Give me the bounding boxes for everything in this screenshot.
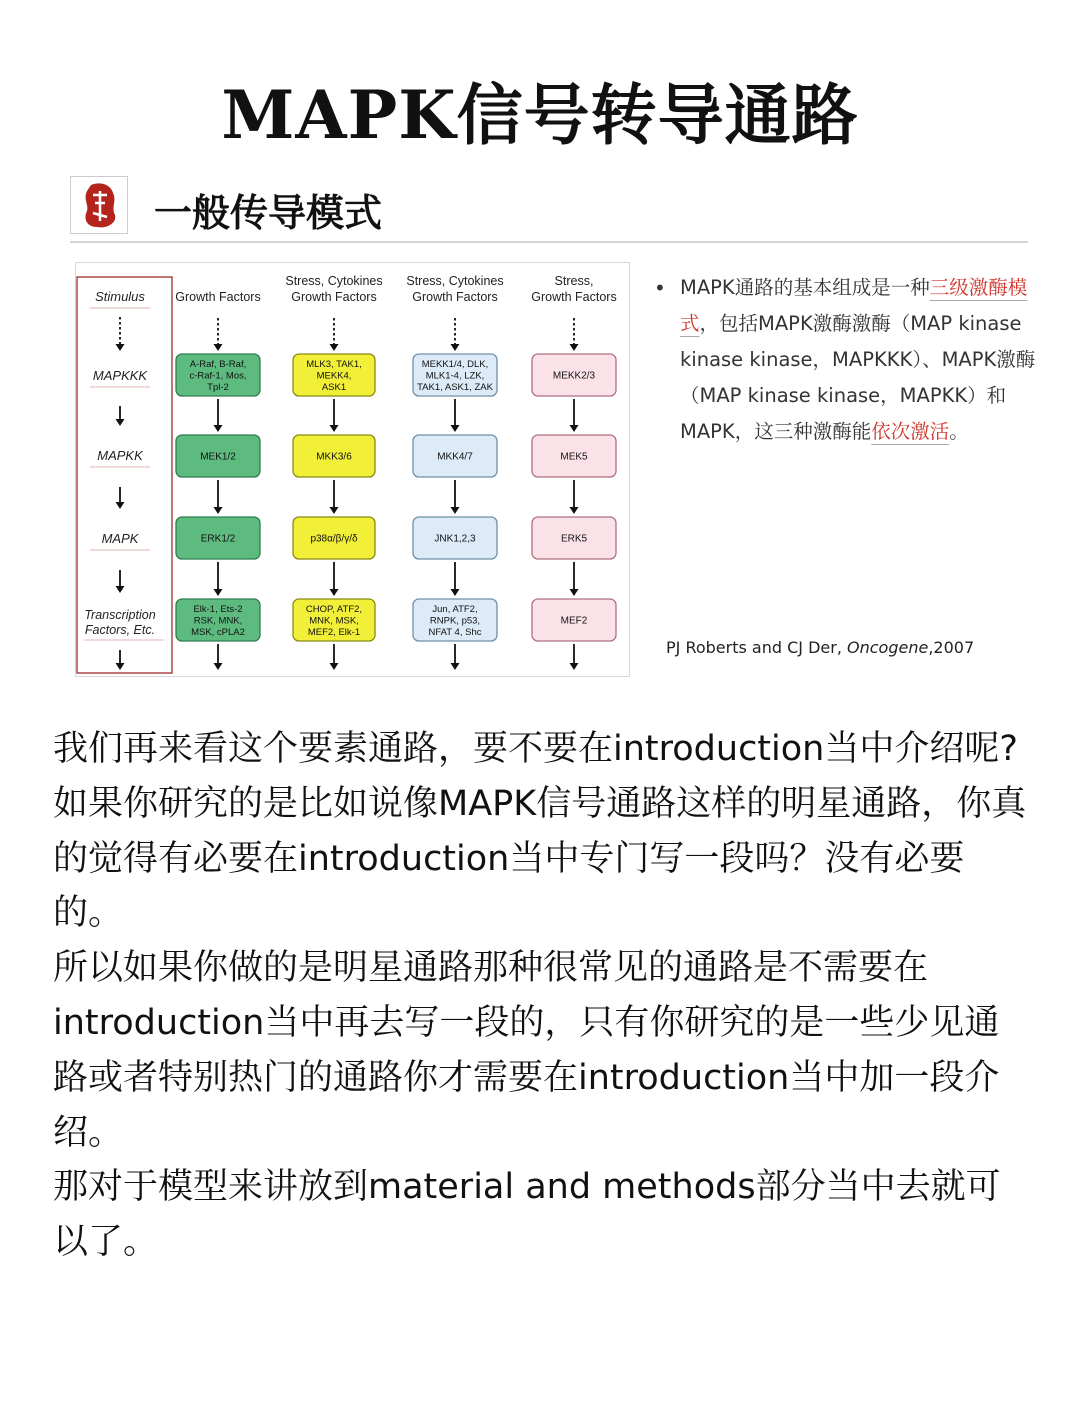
arrow-mapk-tf	[116, 570, 125, 593]
col4-arrow-out	[570, 644, 579, 670]
col2-box-4-label: MEF2, Elk-1	[307, 627, 361, 638]
paragraph-2: 如果你研究的是比如说像MAPK信号通路这样的明星通路，你真的觉得有必要在introduction当中专门写一段吗？没有必要的。	[53, 783, 1027, 934]
col2-box-4-label: MNK, MSK,	[309, 615, 359, 627]
bullet-text	[654, 270, 1049, 450]
col3-arrow-out	[451, 644, 460, 670]
body-text	[53, 722, 1028, 1270]
col3-arrow-stimulus-head	[451, 344, 460, 351]
bullet-highlight-2: 依次激活	[871, 420, 950, 443]
col4-arrow-stimulus	[570, 318, 579, 351]
col1-arrow-3-head	[214, 589, 223, 596]
col3-box-3-label: JNK1,2,3	[434, 533, 476, 545]
col1-arrow-stimulus-head	[214, 344, 223, 351]
col1-arrow-stimulus	[214, 318, 223, 351]
col3-box-1-label: TAK1, ASK1, ZAK	[417, 382, 493, 393]
col2-arrow-1-head	[330, 425, 339, 432]
row-label-stimulus: Stimulus	[95, 289, 145, 304]
col2-arrow-2	[330, 480, 339, 514]
paragraph-1: 我们再来看这个要素通路，要不要在introduction当中介绍呢?	[53, 729, 1018, 769]
col3-arrow-1	[451, 399, 460, 432]
bullet-part-5: 。	[949, 420, 969, 443]
bullet-point	[654, 270, 1049, 450]
col1-box-1-label: c-Raf-1, Mos,	[189, 370, 247, 382]
col4-arrow-3-head	[570, 589, 579, 596]
col2-box-1-label: MEKK4,	[316, 370, 352, 382]
col1-arrow-2-head	[214, 507, 223, 514]
col4-arrow-2-head	[570, 507, 579, 514]
col3-arrow-3-head	[451, 589, 460, 596]
col3-arrow-2	[451, 480, 460, 514]
col3-box-2-label: MKK4/7	[437, 451, 473, 463]
col2-box-4-label: CHOP, ATF2,	[305, 604, 363, 615]
row-label-factors: Factors, Etc.	[84, 623, 156, 637]
bullet-part-3: ，包括MAPK激酶激酶（MAP kinase kinase kinase，MAPKKK）、MAPK激酶（MAP kinase kinase，MAPKK）和MAPK，这三种激酶能	[680, 312, 1036, 443]
calligraphy-seal-icon	[70, 176, 128, 234]
page-title: MAPK信号转导通路	[221, 76, 859, 154]
col3-arrow-stimulus	[451, 318, 460, 351]
col2-arrow-3	[330, 562, 339, 596]
col1-arrow-3	[214, 562, 223, 596]
col1-box-4-label: MSK, cPLA2	[191, 627, 245, 638]
col2-box-2-label: MKK3/6	[316, 451, 352, 463]
arrow-stimulus-mapkkk-head	[116, 344, 125, 351]
col2-arrow-2-head	[330, 507, 339, 514]
col1-arrow-out-head	[214, 663, 223, 670]
arrow-tf-out-head	[116, 663, 125, 670]
citation-year: ,2007	[928, 638, 975, 657]
section-title: 一般传导模式	[154, 191, 383, 235]
arrow-mapk-tf-head	[116, 586, 125, 593]
col2-arrow-1	[330, 399, 339, 432]
col3-arrow-2-head	[451, 507, 460, 514]
col4-arrow-stimulus-head	[570, 344, 579, 351]
col2-header-line1: Stress, Cytokines	[285, 274, 383, 288]
col4-header-line2: Growth Factors	[531, 290, 617, 304]
col1-box-2-label: MEK1/2	[200, 451, 236, 463]
citation-authors: PJ Roberts and CJ Der,	[666, 638, 842, 657]
col3-arrow-3	[451, 562, 460, 596]
arrow-mapkkk-mapkk	[116, 406, 125, 426]
arrow-tf-out	[116, 650, 125, 670]
col1-arrow-2	[214, 480, 223, 514]
row-label-mapkk: MAPKK	[97, 448, 143, 463]
paragraph-3: 所以如果你做的是明星通路那种很常见的通路是不需要在introduction当中再去写一段的，只有你研究的是一些少见通路或者特别热门的通路你才需要在introduction当中加一段介绍。	[53, 948, 1000, 1153]
col3-box-4-label: RNPK, p53,	[429, 615, 481, 627]
col1-box-4-label: Elk-1, Ets-2	[193, 604, 243, 615]
arrow-stimulus-mapkkk	[116, 317, 125, 351]
col1-header-line2: Growth Factors	[175, 290, 261, 304]
col2-arrow-3-head	[330, 589, 339, 596]
col3-box-4-label: Jun, ATF2,	[432, 604, 478, 615]
col3-arrow-1-head	[451, 425, 460, 432]
col1-arrow-1-head	[214, 425, 223, 432]
row-label-mapkkk: MAPKKK	[92, 368, 148, 383]
col3-box-4-label: NFAT 4, Shc	[428, 627, 482, 638]
col4-arrow-3	[570, 562, 579, 596]
col4-header-line1: Stress,	[554, 274, 594, 288]
col4-box-2-label: MEK5	[560, 451, 588, 463]
citation	[666, 638, 974, 657]
citation-journal: Oncogene	[847, 638, 929, 657]
mapk-pathway-diagram	[75, 262, 630, 677]
col1-arrow-1	[214, 399, 223, 432]
bullet-part-1: MAPK通路的基本组成是一种	[680, 276, 930, 299]
col3-box-1-label: MEKK1/4, DLK,	[421, 359, 489, 370]
col1-box-1-label: Tpl-2	[207, 382, 229, 393]
section-divider	[70, 241, 1028, 243]
bullet-dot-icon: •	[654, 276, 666, 300]
col2-arrow-stimulus-head	[330, 344, 339, 351]
col2-arrow-out	[330, 644, 339, 670]
col4-box-1-label: MEKK2/3	[552, 370, 596, 382]
col1-box-3-label: ERK1/2	[200, 533, 236, 545]
arrow-mapkk-mapk	[116, 487, 125, 509]
col2-box-1-label: ASK1	[321, 382, 347, 393]
col4-arrow-2	[570, 480, 579, 514]
col4-box-4-label: MEF2	[560, 615, 588, 627]
paragraph-4: 那对于模型来讲放到material and methods部分当中去就可以了。	[53, 1167, 1001, 1263]
col4-arrow-1	[570, 399, 579, 432]
bullet-highlight-1: 三级激酶模式	[680, 276, 1028, 335]
col1-arrow-out	[214, 644, 223, 670]
col3-header-line2: Growth Factors	[412, 290, 498, 304]
arrow-mapkkk-mapkk-head	[116, 419, 125, 426]
col3-box-1-label: MLK1-4, LZK,	[425, 370, 485, 382]
col4-arrow-out-head	[570, 663, 579, 670]
col2-header-line2: Growth Factors	[291, 290, 377, 304]
row-label-transcription: Transcription	[84, 608, 156, 622]
col3-header-line1: Stress, Cytokines	[406, 274, 504, 288]
col2-box-3-label: p38α/β/γ/δ	[310, 533, 358, 545]
col4-box-3-label: ERK5	[560, 533, 588, 545]
col4-arrow-1-head	[570, 425, 579, 432]
col1-box-1-label: A-Raf, B-Raf,	[189, 359, 247, 370]
col1-box-4-label: RSK, MNK,	[193, 615, 243, 627]
row-label-mapk: MAPK	[101, 531, 139, 546]
col2-arrow-out-head	[330, 663, 339, 670]
col3-arrow-out-head	[451, 663, 460, 670]
arrow-mapkk-mapk-head	[116, 502, 125, 509]
col2-arrow-stimulus	[330, 318, 339, 351]
col2-box-1-label: MLK3, TAK1,	[306, 359, 362, 370]
